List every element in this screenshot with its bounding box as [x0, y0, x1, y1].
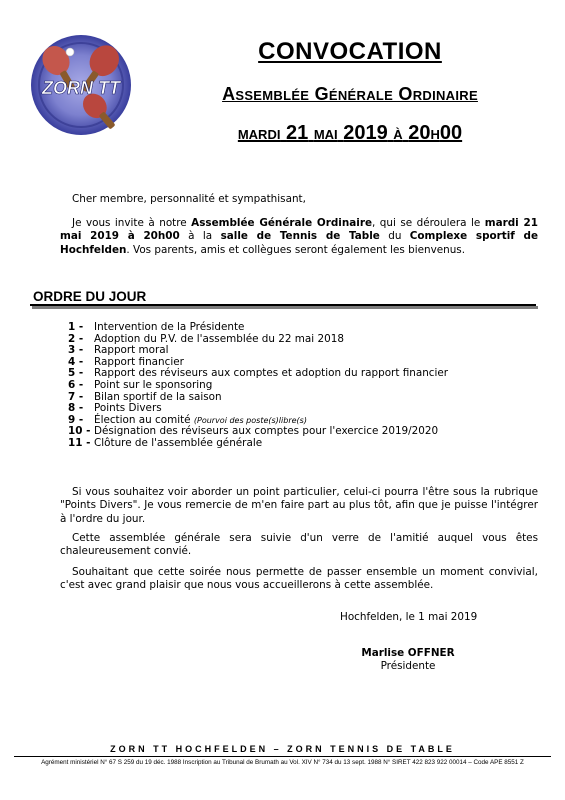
agenda-item — [68, 380, 528, 392]
date-year: 2019 — [343, 122, 388, 144]
agenda-item-text: Points Divers — [94, 402, 162, 415]
agenda-item-number: 4 - — [68, 355, 84, 368]
invite-text-2: , qui se déroulera le — [372, 217, 485, 229]
footer-title: ZORN TT HOCHFELDEN – ZORN TENNIS DE TABLE — [110, 744, 455, 754]
agenda-item-number: 1 - — [68, 321, 84, 333]
agenda-item-number: 8 - — [68, 402, 84, 415]
signer-name: Marlise OFFNER — [361, 647, 455, 659]
header — [150, 38, 550, 145]
agenda-item-number: 9 - — [68, 413, 84, 426]
agenda-item — [68, 322, 528, 334]
invite-text-3: à la — [179, 230, 221, 243]
agenda-list — [68, 322, 528, 450]
club-logo — [30, 34, 132, 136]
place-and-date: Hochfelden, le 1 mai 2019 — [340, 611, 478, 623]
page-subtitle: Assemblée Générale Ordinaire — [222, 84, 478, 104]
agenda-item-text: Clôture de l'assemblée générale — [94, 436, 263, 449]
signer-role: Présidente — [380, 660, 436, 672]
agenda-item-number: 6 - — [68, 378, 84, 391]
logo-text: ZORN TT — [42, 78, 120, 98]
signature-block — [348, 647, 468, 673]
agenda-item-number: 7 - — [68, 390, 84, 403]
points-divers-paragraph: Si vous souhaitez voir aborder un point particulier, celui-ci pourra l'être sous la rubrique "Points Divers". Je vous remercie de m'en faire part au plus tôt, afin que je puisse l'intégrer à l'ordre du jour. — [60, 486, 538, 525]
agenda-title: ORDRE DU JOUR — [33, 289, 147, 304]
invite-text-1: Je vous invite à notre — [72, 217, 192, 229]
footer-divider — [14, 756, 551, 757]
ping-pong-logo-icon — [30, 34, 132, 136]
agenda-item-number: 2 - — [68, 332, 84, 345]
agenda-item-text: Bilan sportif de la saison — [94, 390, 222, 403]
invitation-paragraph — [60, 217, 538, 257]
footer-legal: Agrément ministériel N° 67 S 259 du 19 déc. 1988 Inscription au Tribunal de Brumath au Vol. XIV N° 734 du 13 sept. 1988 N° SIRET 422 823 922 00014 – Code APE 8551 Z — [41, 759, 524, 766]
meeting-date — [150, 122, 550, 145]
date-day: 21 — [286, 122, 309, 144]
agenda-item-text: Point sur le sponsoring — [94, 378, 213, 391]
agenda-item-number: 10 - — [68, 425, 91, 438]
reception-paragraph: Cette assemblée générale sera suivie d'un verre de l'amitié auquel vous êtes chaleureusement convié. — [60, 532, 538, 558]
agenda-item-text: Rapport financier — [94, 355, 184, 368]
date-minutes: 00 — [439, 122, 463, 144]
page-title: CONVOCATION — [258, 38, 442, 65]
agenda-item-text: Adoption du P.V. de l'assemblée du 22 mai 2018 — [94, 332, 344, 345]
date-weekday: mardi — [237, 123, 281, 144]
date-at: à — [393, 123, 403, 144]
greeting: Cher membre, personnalité et sympathisant, — [72, 193, 306, 205]
invite-bold-3: salle de Tennis de Table — [220, 230, 380, 243]
agenda-item-text: Rapport des réviseurs aux comptes et adoption du rapport financier — [94, 367, 449, 380]
agenda-divider-shadow — [32, 306, 538, 309]
date-month: mai — [313, 123, 338, 144]
date-hour: 20 — [408, 122, 431, 144]
agenda-item-text: Désignation des réviseurs aux comptes pour l'exercice 2019/2020 — [94, 425, 439, 438]
date-h: h — [430, 123, 440, 144]
agenda-item-text: Intervention de la Présidente — [94, 321, 245, 333]
agenda-item — [68, 438, 528, 450]
invite-text-4: du — [379, 230, 410, 243]
agenda-item-text: Élection au comité — [94, 413, 194, 426]
invite-bold-4: Complexe sportif de Hochfelden — [60, 230, 539, 256]
agenda-item-number: 11 - — [68, 436, 91, 449]
agenda-item-number: 3 - — [68, 344, 84, 357]
agenda-item-note: (Pourvoi des poste(s)libre(s) — [193, 415, 307, 425]
invite-text-5: . Vos parents, amis et collègues seront également les bienvenus. — [126, 243, 466, 256]
agenda-item-number: 5 - — [68, 367, 84, 380]
agenda-item-text: Rapport moral — [94, 344, 169, 357]
closing-paragraph: Souhaitant que cette soirée nous permette de passer ensemble un moment convivial, c'est avec grand plaisir que nous vous accueillerons à cette assemblée. — [60, 566, 538, 592]
invite-bold-2: mardi 21 mai 2019 à 20h00 — [60, 217, 538, 243]
invite-bold-1: Assemblée Générale Ordinaire — [191, 217, 373, 229]
